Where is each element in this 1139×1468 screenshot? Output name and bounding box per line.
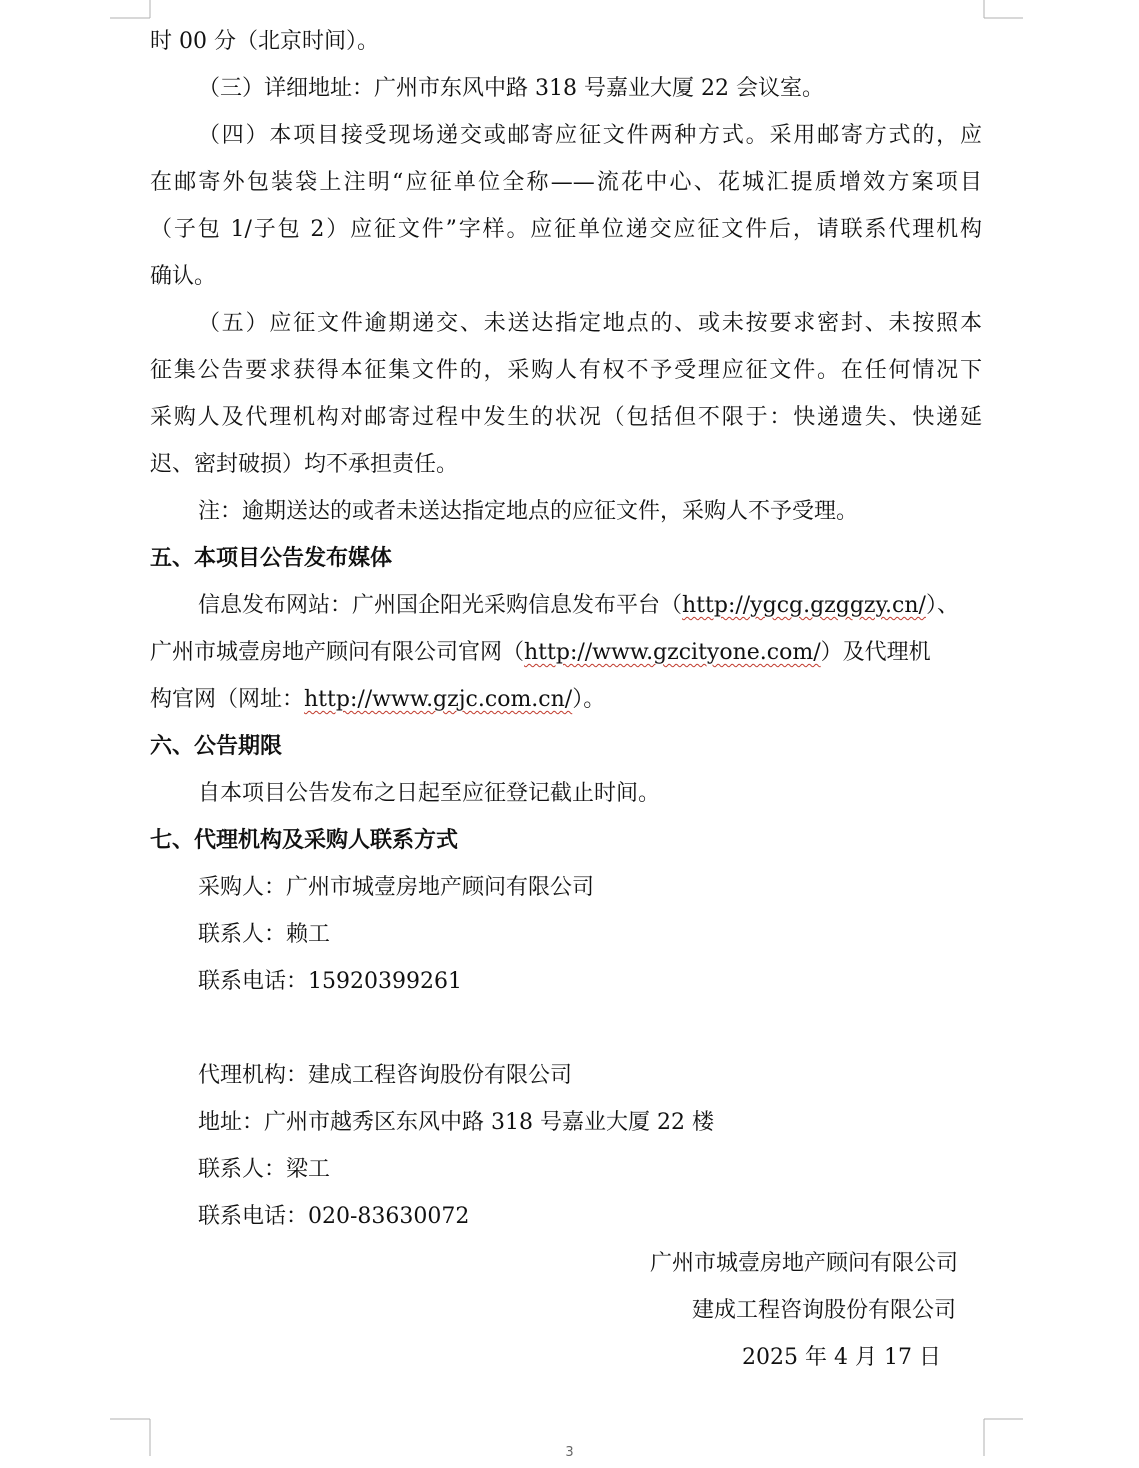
media-line-3-suffix: ）。 [572,687,606,712]
agency-address-line: 地址：广州市越秀区东风中路 318 号嘉业大厦 22 楼 [198,1110,714,1135]
media-line-3-prefix: 构官网（网址： [150,687,305,712]
section-six-text: 自本项目公告发布之日起至应征登记截止时间。 [198,781,661,806]
signature-org-1: 广州市城壹房地产顾问有限公司 [649,1251,958,1276]
item-four-line-3: （子包 1/子包 2）应征文件”字样。应征单位递交应征文件后，请联系代理机构 [150,217,982,242]
text-line: 时 00 分（北京时间）。 [150,29,379,54]
link-ygcg[interactable]: http://ygcg.gzggzy.cn/ [682,593,926,618]
address-value: 广州市东风中路 318 号嘉业大厦 22 会议室。 [374,76,824,101]
media-line-2 [150,638,931,668]
media-line-2-suffix: ）及代理机 [820,640,931,665]
crop-mark-top-left [110,0,152,20]
item-five-line-1: （五）应征文件逾期递交、未送达指定地点的、或未按要求密封、未按照本 [198,311,982,336]
purchaser-contact-line: 联系人：赖工 [198,922,331,947]
media-line-1-prefix: 信息发布网站：广州国企阳光采购信息发布平台（ [198,593,683,618]
media-line-3 [150,685,605,715]
purchaser-phone-line: 联系电话：15920399261 [198,969,462,994]
note-line: 注：逾期送达的或者未送达指定地点的应征文件，采购人不予受理。 [198,499,859,524]
signature-date: 2025 年 4 月 17 日 [742,1345,941,1370]
media-line-2-prefix: 广州市城壹房地产顾问有限公司官网（ [150,640,525,665]
item-five-line-4: 迟、密封破损）均不承担责任。 [150,452,459,477]
item-five-line-2: 征集公告要求获得本征集文件的，采购人有权不予受理应征文件。在任何情况下 [150,358,982,383]
section-six-heading: 六、公告期限 [150,734,283,759]
agency-contact-line: 联系人：梁工 [198,1157,331,1182]
link-gzjc[interactable]: http://www.gzjc.com.cn/ [304,687,573,712]
media-line-1-suffix: ）、 [925,593,959,618]
link-gzcityone[interactable]: http://www.gzcityone.com/ [524,640,821,665]
section-seven-heading: 七、代理机构及采购人联系方式 [150,828,459,853]
purchaser-line: 采购人：广州市城壹房地产顾问有限公司 [198,875,595,900]
agency-line: 代理机构：建成工程咨询股份有限公司 [198,1063,573,1088]
item-five-line-3: 采购人及代理机构对邮寄过程中发生的状况（包括但不限于：快递遗失、快递延 [150,405,982,430]
signature-org-2: 建成工程咨询股份有限公司 [691,1298,956,1323]
page-number: 3 [565,1445,574,1460]
item-four-line-2: 在邮寄外包装袋上注明“应征单位全称——流花中心、花城汇提质增效方案项目 [150,170,982,195]
item-four-line-1: （四）本项目接受现场递交或邮寄应征文件两种方式。采用邮寄方式的，应 [198,123,982,148]
crop-mark-top-right [983,0,1025,20]
agency-phone-line: 联系电话：020-83630072 [198,1204,470,1229]
address-label: （三）详细地址： [198,76,375,101]
section-five-heading: 五、本项目公告发布媒体 [150,546,393,571]
item-four-line-4: 确认。 [150,264,217,289]
media-line-1 [198,591,959,621]
address-line [198,74,824,104]
